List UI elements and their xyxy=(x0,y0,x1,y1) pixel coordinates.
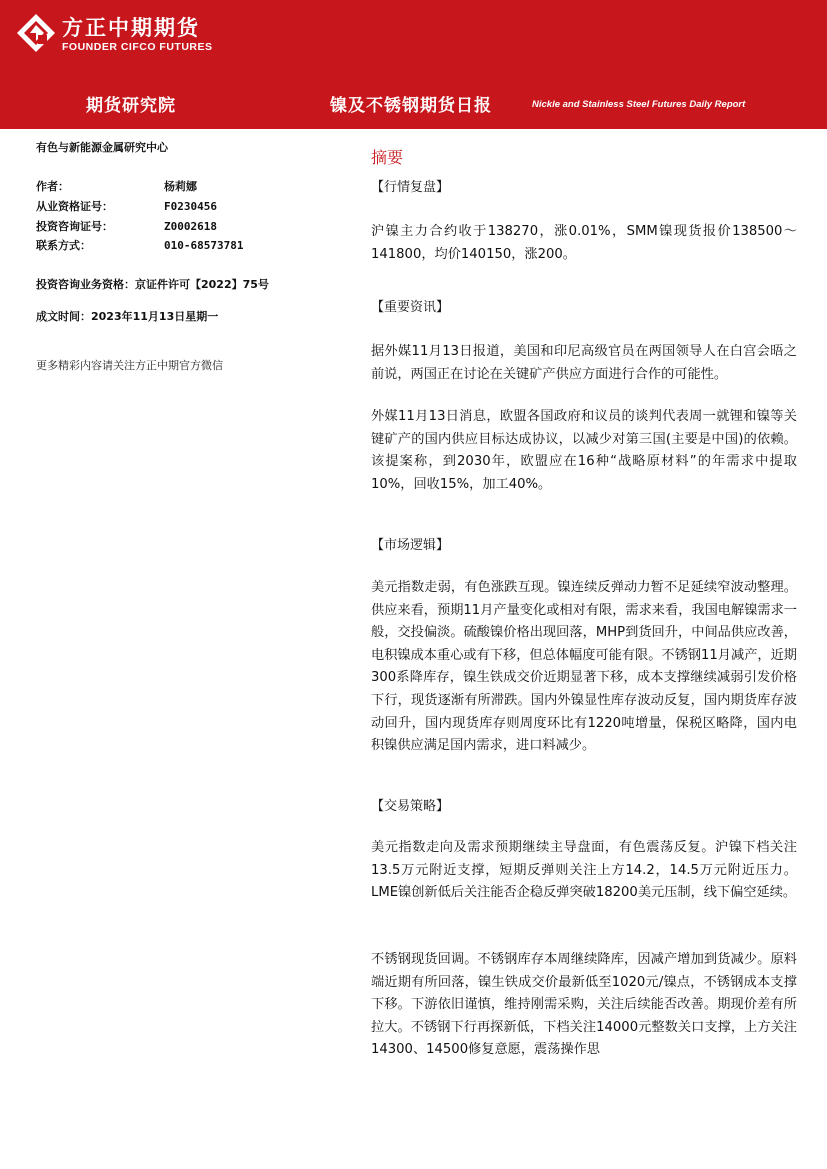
author-row xyxy=(36,178,197,194)
paragraph-market-logic: 美元指数走弱，有色涨跌互现。镍连续反弹动力暂不足延续窄波动整理。供应来看，预期11月产量变化或相对有限，需求来看，我国电解镍需求一般，交投偏淡。硫酸镍价格出现回落，MHP到货回升，中间品供应改善，电积镍成本重心或有下移，但总体幅度可能有限。不锈钢11月减产，近期300系降库存，镍生铁成交价近期显著下移，成本支撑继续减弱引发价格下行，现货逐渐有所滞跌。国内外镍显性库存波动反复，国内期货库存波动回升，国内现货库存则周度环比有1220吨增量，保税区略降，国内电积镍供应满足国内需求，进口料减少。 xyxy=(371,580,797,754)
research-center-name: 有色与新能源金属研究中心 xyxy=(36,141,168,154)
summary-title: 摘要 xyxy=(371,148,404,167)
department-title: 期货研究院 xyxy=(86,96,176,116)
paragraph-market-review: 沪镍主力合约收于138270，涨0.01%，SMM镍现货报价138500～141800，均价140150，涨200。 xyxy=(371,224,797,262)
contact-value: 010-68573781 xyxy=(164,239,244,252)
qualification-number-label: 从业资格证号： xyxy=(36,200,113,213)
contact-row xyxy=(36,237,243,253)
section-heading-market-review: 【行情复盘】 xyxy=(371,180,450,195)
consulting-number-row xyxy=(36,218,217,234)
report-title-en: Nickle and Stainless Steel Futures Daily Report xyxy=(532,99,746,110)
qualification-number-value: F0230456 xyxy=(164,200,217,213)
paragraph-strategy-stainless: 不锈钢现货回调。不锈钢库存本周继续降库，因减产增加到货减少。原料端近期有所回落，镍生铁成交价最新低至1020元/镍点，不锈钢成本支撑下移。下游依旧谨慎，维持刚需采购，关注后续能否改善。期现价差有所拉大。不锈钢下行再探新低，下档关注14000元整数关口支撑，上方关注14300、14500修复意愿，震荡操作思 xyxy=(371,952,797,1058)
contact-label: 联系方式： xyxy=(36,239,91,252)
section-heading-key-news: 【重要资讯】 xyxy=(371,300,450,315)
brand-name-en: FOUNDER CIFCO FUTURES xyxy=(62,41,213,53)
brand-name-cn: 方正中期期货 xyxy=(62,16,200,40)
author-value: 杨莉娜 xyxy=(164,180,197,193)
paragraph-key-news-1: 据外媒11月13日报道，美国和印尼高级官员在两国领导人在白宫会晤之前说，两国正在讨论在关键矿产供应方面进行合作的可能性。 xyxy=(371,344,797,382)
consulting-number-value: Z0002618 xyxy=(164,220,217,233)
consulting-number-label: 投资咨询证号： xyxy=(36,220,113,233)
founder-logo-icon xyxy=(16,13,56,53)
paragraph-strategy-nickel: 美元指数走向及需求预期继续主导盘面，有色震荡反复。沪镍下档关注13.5万元附近支撑，短期反弹则关注上方14.2，14.5万元附近压力。LME镍创新低后关注能否企稳反弹突破18200美元压制，线下偏空延续。 xyxy=(371,840,797,901)
section-heading-market-logic: 【市场逻辑】 xyxy=(371,538,450,553)
author-label: 作者： xyxy=(36,180,69,193)
report-date: 成文时间：2023年11月13日星期一 xyxy=(36,310,219,323)
section-heading-trading-strategy: 【交易策略】 xyxy=(371,799,450,814)
business-qualification: 投资咨询业务资格：京证件许可【2022】75号 xyxy=(36,278,269,291)
follow-wechat-note: 更多精彩内容请关注方正中期官方微信 xyxy=(36,359,223,372)
qualification-number-row xyxy=(36,198,217,214)
report-title-cn: 镍及不锈钢期货日报 xyxy=(330,96,492,116)
paragraph-key-news-2: 外媒11月13日消息，欧盟各国政府和议员的谈判代表周一就锂和镍等关键矿产的国内供应目标达成协议，以减少对第三国(主要是中国)的依赖。该提案称，到2030年，欧盟应在16种“战略原材料”的年需求中提取10%，回收15%，加工40%。 xyxy=(371,409,797,492)
report-header-band xyxy=(0,0,827,129)
